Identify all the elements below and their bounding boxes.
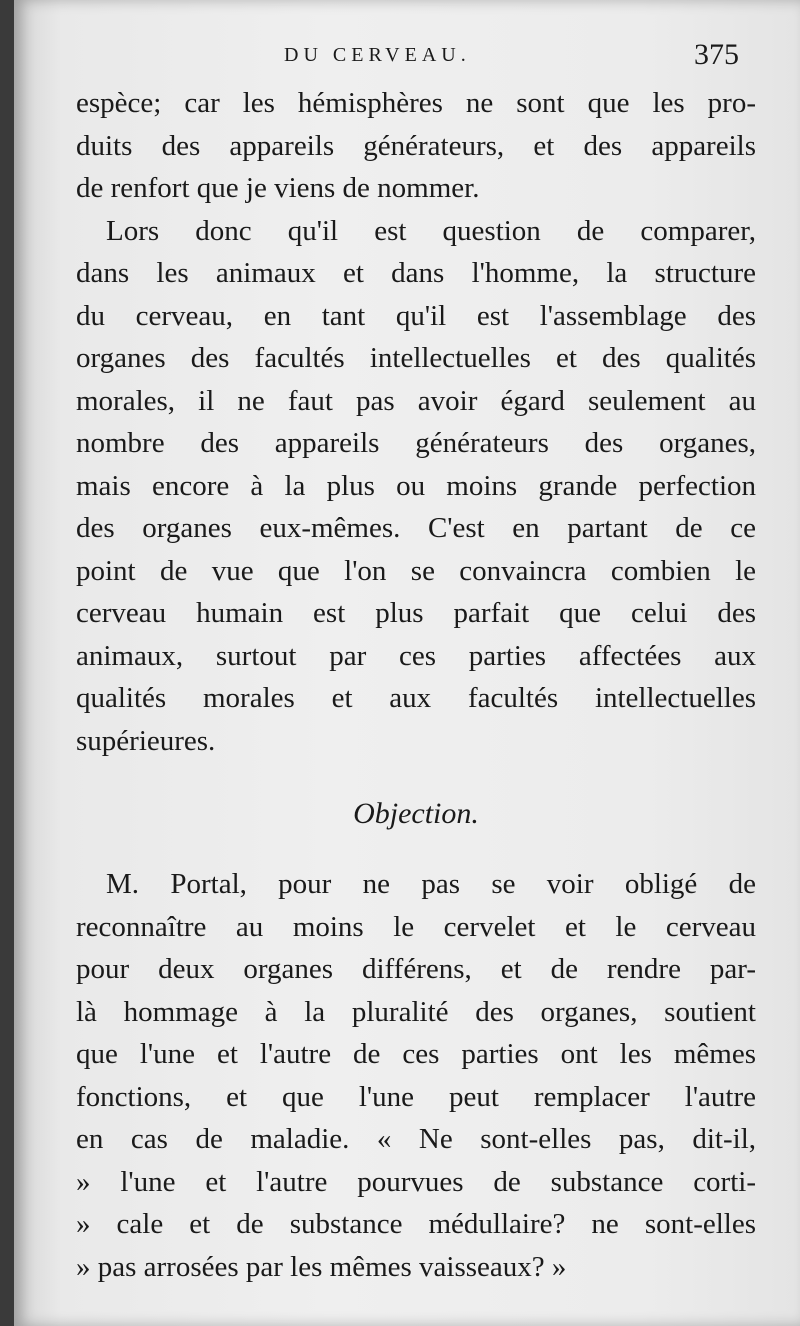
text-line: pour deux organes différens, et de rendre par-	[76, 953, 756, 985]
text-line: cerveau humain est plus parfait que celui des	[76, 597, 756, 629]
body-text	[76, 82, 756, 762]
text-line: Lors donc qu'il est question de comparer,	[106, 214, 756, 247]
book-page	[14, 0, 800, 1326]
text-line: M. Portal, pour ne pas se voir obligé de	[106, 868, 756, 900]
running-title: DU CERVEAU.	[284, 44, 471, 66]
text-line: de renfort que je viens de nommer.	[76, 172, 480, 204]
text-line: animaux, surtout par ces parties affectées aux	[76, 639, 756, 672]
body-text	[76, 863, 756, 1288]
text-line: organes des facultés intellectuelles et des qualités	[76, 342, 756, 374]
running-head	[14, 38, 800, 78]
text-line: » l'une et l'autre pourvues de substance corti-	[76, 1165, 756, 1198]
text-line: mais encore à la plus ou moins grande perfection	[76, 469, 756, 502]
section-heading-block	[76, 793, 756, 835]
text-line: morales, il ne faut pas avoir égard seulement au	[76, 384, 756, 417]
text-line: espèce; car les hémisphères ne sont que les pro-	[76, 87, 756, 119]
text-line: reconnaître au moins le cervelet et le cerveau	[76, 910, 756, 943]
text-line: » cale et de substance médullaire? ne sont-elles	[76, 1208, 756, 1240]
text-line: qualités morales et aux facultés intellectuelles	[76, 682, 756, 714]
text-line: en cas de maladie. « Ne sont-elles pas, dit-il,	[76, 1123, 756, 1155]
text-line: » pas arrosées par les mêmes vaisseaux? »	[76, 1250, 567, 1283]
text-line: nombre des appareils générateurs des organes,	[76, 427, 756, 459]
text-line: duits des appareils générateurs, et des appareils	[76, 129, 756, 162]
text-line: que l'une et l'autre de ces parties ont les mêmes	[76, 1038, 756, 1070]
text-line: point de vue que l'on se convaincra combien le	[76, 554, 756, 587]
text-line: des organes eux-mêmes. C'est en partant de ce	[76, 512, 756, 544]
text-line: là hommage à la pluralité des organes, soutient	[76, 995, 756, 1028]
section-heading: Objection.	[353, 797, 479, 830]
text-line: supérieures.	[76, 724, 216, 757]
text-line: fonctions, et que l'une peut remplacer l'autre	[76, 1080, 756, 1113]
text-line: du cerveau, en tant qu'il est l'assemblage des	[76, 299, 756, 332]
text-line: dans les animaux et dans l'homme, la structure	[76, 257, 756, 289]
page-number: 375	[694, 38, 739, 71]
